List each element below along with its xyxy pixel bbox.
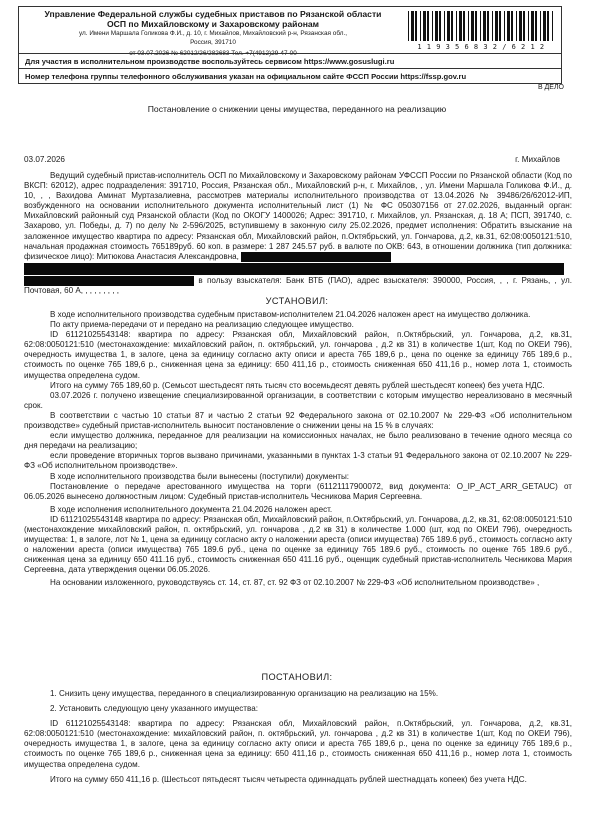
established-paragraph: если имущество должника, переданное для реализации на комиссионных началах, не было реализовано в течение одного месяца со дня передачи на реализацию; [24, 431, 572, 451]
v-delo-mark: В ДЕЛО [537, 84, 564, 91]
header-divider [19, 68, 561, 69]
barcode-bar [531, 11, 534, 41]
established-paragraph: если проведение вторичных торгов вызвано причинами, указанными в пунктах 1-3 статьи 91 Федерального закона от 02.10.2007 № 229-ФЗ «Об исполнительном производстве». [24, 451, 572, 471]
established-paragraph: По акту приема-передачи от и передано на реализацию следующее имущество. [50, 320, 354, 330]
decided-section [24, 689, 572, 785]
document-date: 03.07.2026 [24, 155, 65, 164]
barcode-bar [511, 11, 513, 41]
section-established-heading: УСТАНОВИЛ: [265, 296, 329, 306]
decided-item: 2. Установить следующую цену указанного имущества: [50, 704, 258, 714]
established-paragraph: ID 61121025543148: квартира по адресу: Рязанская обл, Михайловский район, п.Октябрьский, ул. Гончарова, д.2, кв.31, 62:08:0050121:510 (местонахождение: михайловский район, п. октябрьский, ул. гончарова , д.2 кв 31) в количестве 1(шт, Код по ОКЕИ 796), очередность имущества 1, в залоге, цена за единицу согласно акту описи и ареста 765 189,6 р., цена по оценке за единицу 765 189,6 р., стоимость по оценке 765 189,6 р., сниженная цена за единицу: 650 411,16 р., стоимость сниженная 650 411,16 р., номер лота 1, стоимость имущества определена судом. [24, 330, 572, 380]
barcode-bar [519, 11, 522, 41]
intro-section [24, 171, 572, 296]
barcode-bar [444, 11, 445, 41]
decided-total: Итого на сумму 650 411,16 р. (Шестьсот пятьдесят тысяч четыреста одиннадцать рублей шестнадцать копеек) без учета НДС. [50, 774, 527, 784]
established-paragraph: 03.07.2026 г. получено извещение специализированной организации, в соответствии с которым имущество нереализовано в месячный срок. [24, 390, 572, 410]
established-paragraph: Итого на сумму 765 189,60 р. (Семьсот шестьдесят пять тысяч сто восемьдесят девять рублей шестьдесят копеек) без учета НДС. [50, 380, 545, 390]
document-city: г. Михайлов [515, 155, 560, 164]
barcode-bar [447, 11, 450, 41]
barcode-bar [415, 11, 417, 41]
barcode-bar [475, 11, 477, 41]
barcode-bar [535, 11, 537, 41]
barcode-bar [471, 11, 474, 41]
claimant-line: в пользу взыскателя: Банк ВТБ (ПАО), адрес взыскателя: 390000, Россия, , , г. Рязань, , ул. Почтовая, 60 А, , , , , , , , , [24, 276, 573, 296]
established-paragraph: В ходе исполнения исполнительного документа 21.04.2026 наложен арест. [50, 504, 333, 514]
section-decided-heading: ПОСТАНОВИЛ: [261, 672, 333, 682]
phone-note: Номер телефона группы телефонного обслуживания указан на официальном сайте ФССП России https://fssp.gov.ru [25, 72, 467, 81]
agency-block [23, 9, 403, 58]
document-title: Постановление о снижении цены имущества, переданного на реализацию [147, 104, 447, 114]
established-paragraph: В ходе исполнительного производства были вынесены (поступили) документы: [50, 471, 350, 481]
barcode-bar [463, 11, 465, 41]
barcode-bar [411, 11, 414, 41]
redaction-line [24, 263, 572, 275]
document-reference: от 03.07.2026 № 62012/26/282683 Тел. +7(4912)29-47-00 [129, 50, 297, 57]
barcode-bar [543, 11, 546, 41]
gosuslugi-note: Для участия в исполнительном производстве воспользуйтесь сервисом https://www.gosuslugi.ru [25, 57, 395, 66]
established-paragraph: В соответствии с частью 10 статьи 87 и частью 2 статьи 92 Федерального закона от 02.10.2007 № 229-ФЗ «Об исполнительном производстве» судебный пристав-исполнитель выносит постановление о снижении цены на 15 % в случаях: [24, 410, 572, 431]
barcode-bar [468, 11, 469, 41]
barcode-bar [420, 11, 421, 41]
redacted-debtor-info [24, 263, 564, 275]
barcode-bar [487, 11, 489, 41]
established-paragraph: В ходе исполнительного производства судебным приставом-исполнителем 21.04.2026 наложен арест на имущество должника. [50, 310, 531, 319]
barcode-bar [432, 11, 433, 41]
header-divider [19, 53, 561, 54]
barcode-bar [427, 11, 429, 41]
barcode-bar [504, 11, 505, 41]
barcode-bar [435, 11, 438, 41]
intro-paragraph: Ведущий судебный пристав-исполнитель ОСП по Михайловскому и Захаровскому районам УФССП России по Рязанской области (Код по ВКСП: 62012), адрес подразделения: 391710, Россия, Рязанская обл., Михайловский р-н, г. Михайлов, , ул. Имени Маршала Голикова Ф.И., д. 10, , , Вахидова Аминат Муртазалиевна, рассмотрев материалы исполнительного производства от 13.04.2026 № 39486/26/62012-ИП, возбужденного на основании исполнительного документа исполнительный лист (1) № ФС 050307156 от 27.02.2026, выданный орган: Михайловский районный суд Рязанской области (Код по ОКОГУ 1400026; Адрес: 391710, г. Михайлов, ул. Рязанская, д. 18 А; ПСП, 391740, с. Захарово, ул. Победы, д. 7) по делу № 2-596/2025, вступившему в законную силу 25.02.2026, предмет исполнения: Обратить взыскание на заложенное имущество квартира по адресу: Рязанская обл, Михайловский район, п.Октябрьский, ул. Гончарова, д.2, кв.31, 62:08:0050121:510, начальная продажная стоимость 765189руб. 60 коп. в размере: 1 287 245.57 руб. в валюте по ОКВ: 643, в отношении должника (тип должника: физическое лицо): Митюкова Анастасия Александровна, [24, 171, 572, 261]
barcode-bar [456, 11, 457, 41]
decided-item: 1. Снизить цену имущества, переданного в специализированную организацию на реализацию на 15%. [50, 689, 439, 698]
agency-address: ул. Имени Маршала Голикова Ф.И., д. 10, г. Михайлов, Михайловский р-н, Рязанская обл., [79, 30, 347, 37]
established-section [24, 310, 572, 589]
established-paragraph: Постановление о передаче арестованного имущества на торги (61121117900072, вид документа: O_IP_ACT_ARR_GETAUC) от 06.05.2026 вынесено должностным лицом: Судебный пристав-исполнитель Чесникова Мария Сергеевна. [24, 481, 572, 501]
barcode-number: 1 1 9 3 5 6 8 3 2 / 6 2 1 2 [417, 43, 545, 51]
barcode-bar [495, 11, 498, 41]
barcode-bar [516, 11, 517, 41]
barcode-bar [459, 11, 462, 41]
agency-name: Управление Федеральной службы судебных приставов по Рязанской области [44, 9, 382, 19]
redacted-debtor-info [24, 276, 194, 286]
decided-property: ID 61121025543148: квартира по адресу: Рязанская обл, Михайловский район, п.Октябрьский, ул. Гончарова, д.2, кв.31, 62:08:0050121:510 (местонахождение: михайловский район, п. октябрьский, ул. гончарова , д.2 кв 31) в количестве 1(шт, Код по ОКЕИ 796), очередность имущества 1, в залоге, цена за единицу согласно акту описи и ареста 765 189,6 р., цена по оценке за единицу 765 189,6 р., стоимость по оценке 765 189,6 р., сниженная цена за единицу: 650 411,16 р., стоимость сниженная 650 411,16 р., номер лота 1, стоимость имущества определена судом. [24, 719, 572, 769]
barcode-bar [423, 11, 426, 41]
barcode-icon [406, 11, 556, 41]
barcode-bar [547, 11, 549, 41]
agency-address-country: Россия, 391710 [190, 39, 236, 46]
barcode-bar [540, 11, 541, 41]
barcode-bar [480, 11, 481, 41]
barcode-bar [492, 11, 493, 41]
agency-department: ОСП по Михайловскому и Захаровскому районам [106, 19, 320, 29]
barcode-bar [523, 11, 525, 41]
barcode-bar [451, 11, 453, 41]
barcode-bar [408, 11, 409, 41]
barcode-bar [552, 11, 553, 41]
established-paragraph: ID 61121025543148 квартира по адресу: Рязанская обл, Михайловский район, п.Октябрьский, ул. Гончарова, д.2, кв.31, 62:08:0050121:510 (местонахождение михайловский район, п. октябрьский, ул. гончарова , д.2 кв 31) в количестве 1.000 (шт, код по ОКЕИ 796), очередность имущества: 1, в залоге, лот № 1, цена за единицу согласно акту о наложении ареста (описи имущества) 765 189.6 руб., стоимость согласно акту о наложении ареста (описи имущества) 765 189.6 руб., цена по оценке за единицу 765 189.6 руб., стоимость по оценке 765 189.6 руб., сниженная цена за единицу 650 411.16 руб., стоимость сниженная 650 411.16 руб., оценщик судебный пристав-исполнитель Чесникова Мария Сергеевна, дата утверждения оценки 06.05.2026. [24, 514, 572, 575]
document-header [18, 6, 562, 84]
barcode-bar [507, 11, 510, 41]
barcode-bar [439, 11, 441, 41]
established-paragraph: На основании изложенного, руководствуясь ст. 14, ст. 87, ст. 92 ФЗ от 02.10.2007 № 229-ФЗ «Об исполнительном производстве» , [50, 578, 540, 588]
barcode-bar [528, 11, 529, 41]
barcode-bar [499, 11, 501, 41]
barcode-bar [483, 11, 486, 41]
redacted-debtor-info [241, 252, 391, 262]
